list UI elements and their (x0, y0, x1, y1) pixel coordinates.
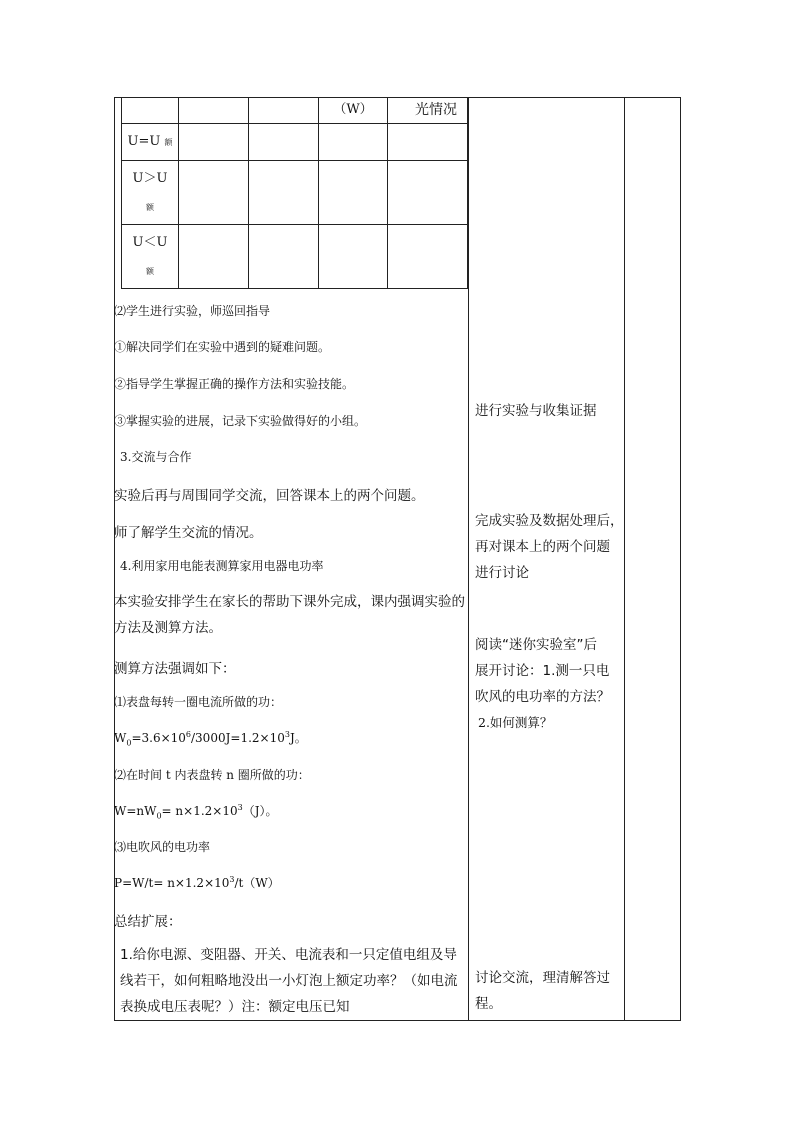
table-header-cell (122, 98, 179, 124)
formula-superscript: 3 (229, 875, 235, 884)
table-cell (249, 225, 319, 289)
summary-text: 1.给你电源、变阻器、开关、电流表和一只定值电组及导线若干，如何粗略地没出一小灯泡上额定功率？（如电流表换成电压表呢？）注：额定电压已知 (120, 947, 458, 1015)
condition-subscript: 额 (146, 267, 154, 277)
formula-subscript: 0 (156, 811, 162, 821)
method2-title: ⑵在时间 t 内表盘转 n 圈所做的功： (114, 768, 310, 782)
table-cell (388, 225, 468, 289)
formula-superscript: 3 (284, 730, 290, 739)
condition-label: U＜U (132, 235, 168, 251)
student-activity-1: 进行实验与收集证据 (475, 403, 597, 419)
lesson-table (114, 97, 681, 1021)
step3-text-b: 师了解学生交流的情况。 (114, 525, 263, 541)
formula-part: = n×1.2×10 (161, 804, 238, 818)
method1-title: ⑴表盘每转一圈电流所做的功： (114, 695, 283, 709)
step4-title: 4.利用家用电能表测算家用电器电功率 (120, 559, 324, 573)
step4-text-b: 测算方法强调如下： (114, 661, 236, 677)
formula-part: W=nW (114, 804, 157, 818)
formula-superscript: 3 (237, 803, 243, 812)
student-activity-3-question: 2.如何测算？ (478, 715, 553, 730)
student-activity-3-line: 吹风的电功率的方法？ (475, 689, 610, 705)
table-cell (179, 161, 249, 225)
table-cell (179, 124, 249, 161)
step2-item-c: ③掌握实验的进展，记录下实验做得好的小组。 (114, 414, 367, 428)
student-activity-column (470, 97, 623, 1021)
table-cell (319, 124, 388, 161)
notes-column (626, 97, 681, 1021)
table-cell (388, 161, 468, 225)
formula-part: J。 (289, 731, 307, 745)
table-cell (249, 161, 319, 225)
table-header-cell (179, 98, 249, 124)
table-header-row (122, 98, 468, 124)
step3-text-a: 实验后再与周围同学交流，回答课本上的两个问题。 (114, 488, 425, 504)
formula-part: =3.6×10 (131, 731, 186, 745)
column-divider (468, 97, 469, 1021)
method3-formula (114, 874, 280, 891)
condition-label: U=U (127, 133, 161, 149)
table-cell (319, 161, 388, 225)
method3-title: ⑶电吹风的电功率 (114, 840, 211, 854)
step2-item-a: ①解决同学们在实验中遇到的疑难问题。 (114, 340, 331, 354)
table-header-cell (249, 98, 319, 124)
step4-text-a: 本实验安排学生在家长的帮助下课外完成，课内强调实验的方法及测算方法。 (114, 594, 465, 636)
method1-formula (114, 729, 307, 746)
step2-item-b: ②指导学生掌握正确的操作方法和实验技能。 (114, 377, 355, 391)
summary-title: 总结扩展： (114, 914, 182, 930)
table-cell (388, 124, 468, 161)
student-activity-3-line: 阅读“迷你实验室”后 (475, 637, 597, 653)
table-cell (249, 124, 319, 161)
step3-title: 3.交流与合作 (120, 450, 192, 464)
student-activity-2-line: 完成实验及数据处理后， (475, 513, 624, 529)
formula-subscript: 0 (126, 738, 132, 748)
step2-title: ⑵学生进行实验，师巡回指导 (114, 304, 271, 318)
column-divider (624, 97, 625, 1021)
student-activity-4-line: 程。 (475, 996, 502, 1012)
table-header-cell: 光情况 (388, 98, 468, 124)
table-header-cell: （W） (319, 98, 388, 124)
student-activity-3-line: 展开讨论：1.测一只电 (475, 663, 610, 679)
student-activity-4-line: 讨论交流，理清解答过 (475, 970, 610, 986)
table-cell (179, 225, 249, 289)
condition-subscript: 额 (146, 203, 154, 213)
student-activity-2-line: 再对课本上的两个问题 (475, 539, 610, 555)
table-row (122, 225, 468, 289)
condition-cell (122, 124, 179, 161)
table-row (122, 124, 468, 161)
method2-formula (114, 802, 278, 819)
formula-part: W (114, 731, 127, 745)
student-activity-2-line: 进行讨论 (475, 565, 529, 581)
table-cell (319, 225, 388, 289)
condition-subscript: 额 (164, 137, 173, 147)
condition-cell (122, 225, 179, 289)
experiment-data-table (121, 97, 468, 289)
formula-part: P=W/t= n×1.2×10 (114, 876, 230, 890)
table-row (122, 161, 468, 225)
condition-label: U＞U (132, 171, 168, 187)
formula-superscript: 6 (185, 730, 191, 739)
formula-part: /3000J=1.2×10 (191, 731, 285, 745)
formula-part: （J）。 (242, 804, 278, 818)
condition-cell (122, 161, 179, 225)
formula-part: /t（W） (234, 876, 280, 890)
teacher-activity-column (114, 97, 468, 1021)
